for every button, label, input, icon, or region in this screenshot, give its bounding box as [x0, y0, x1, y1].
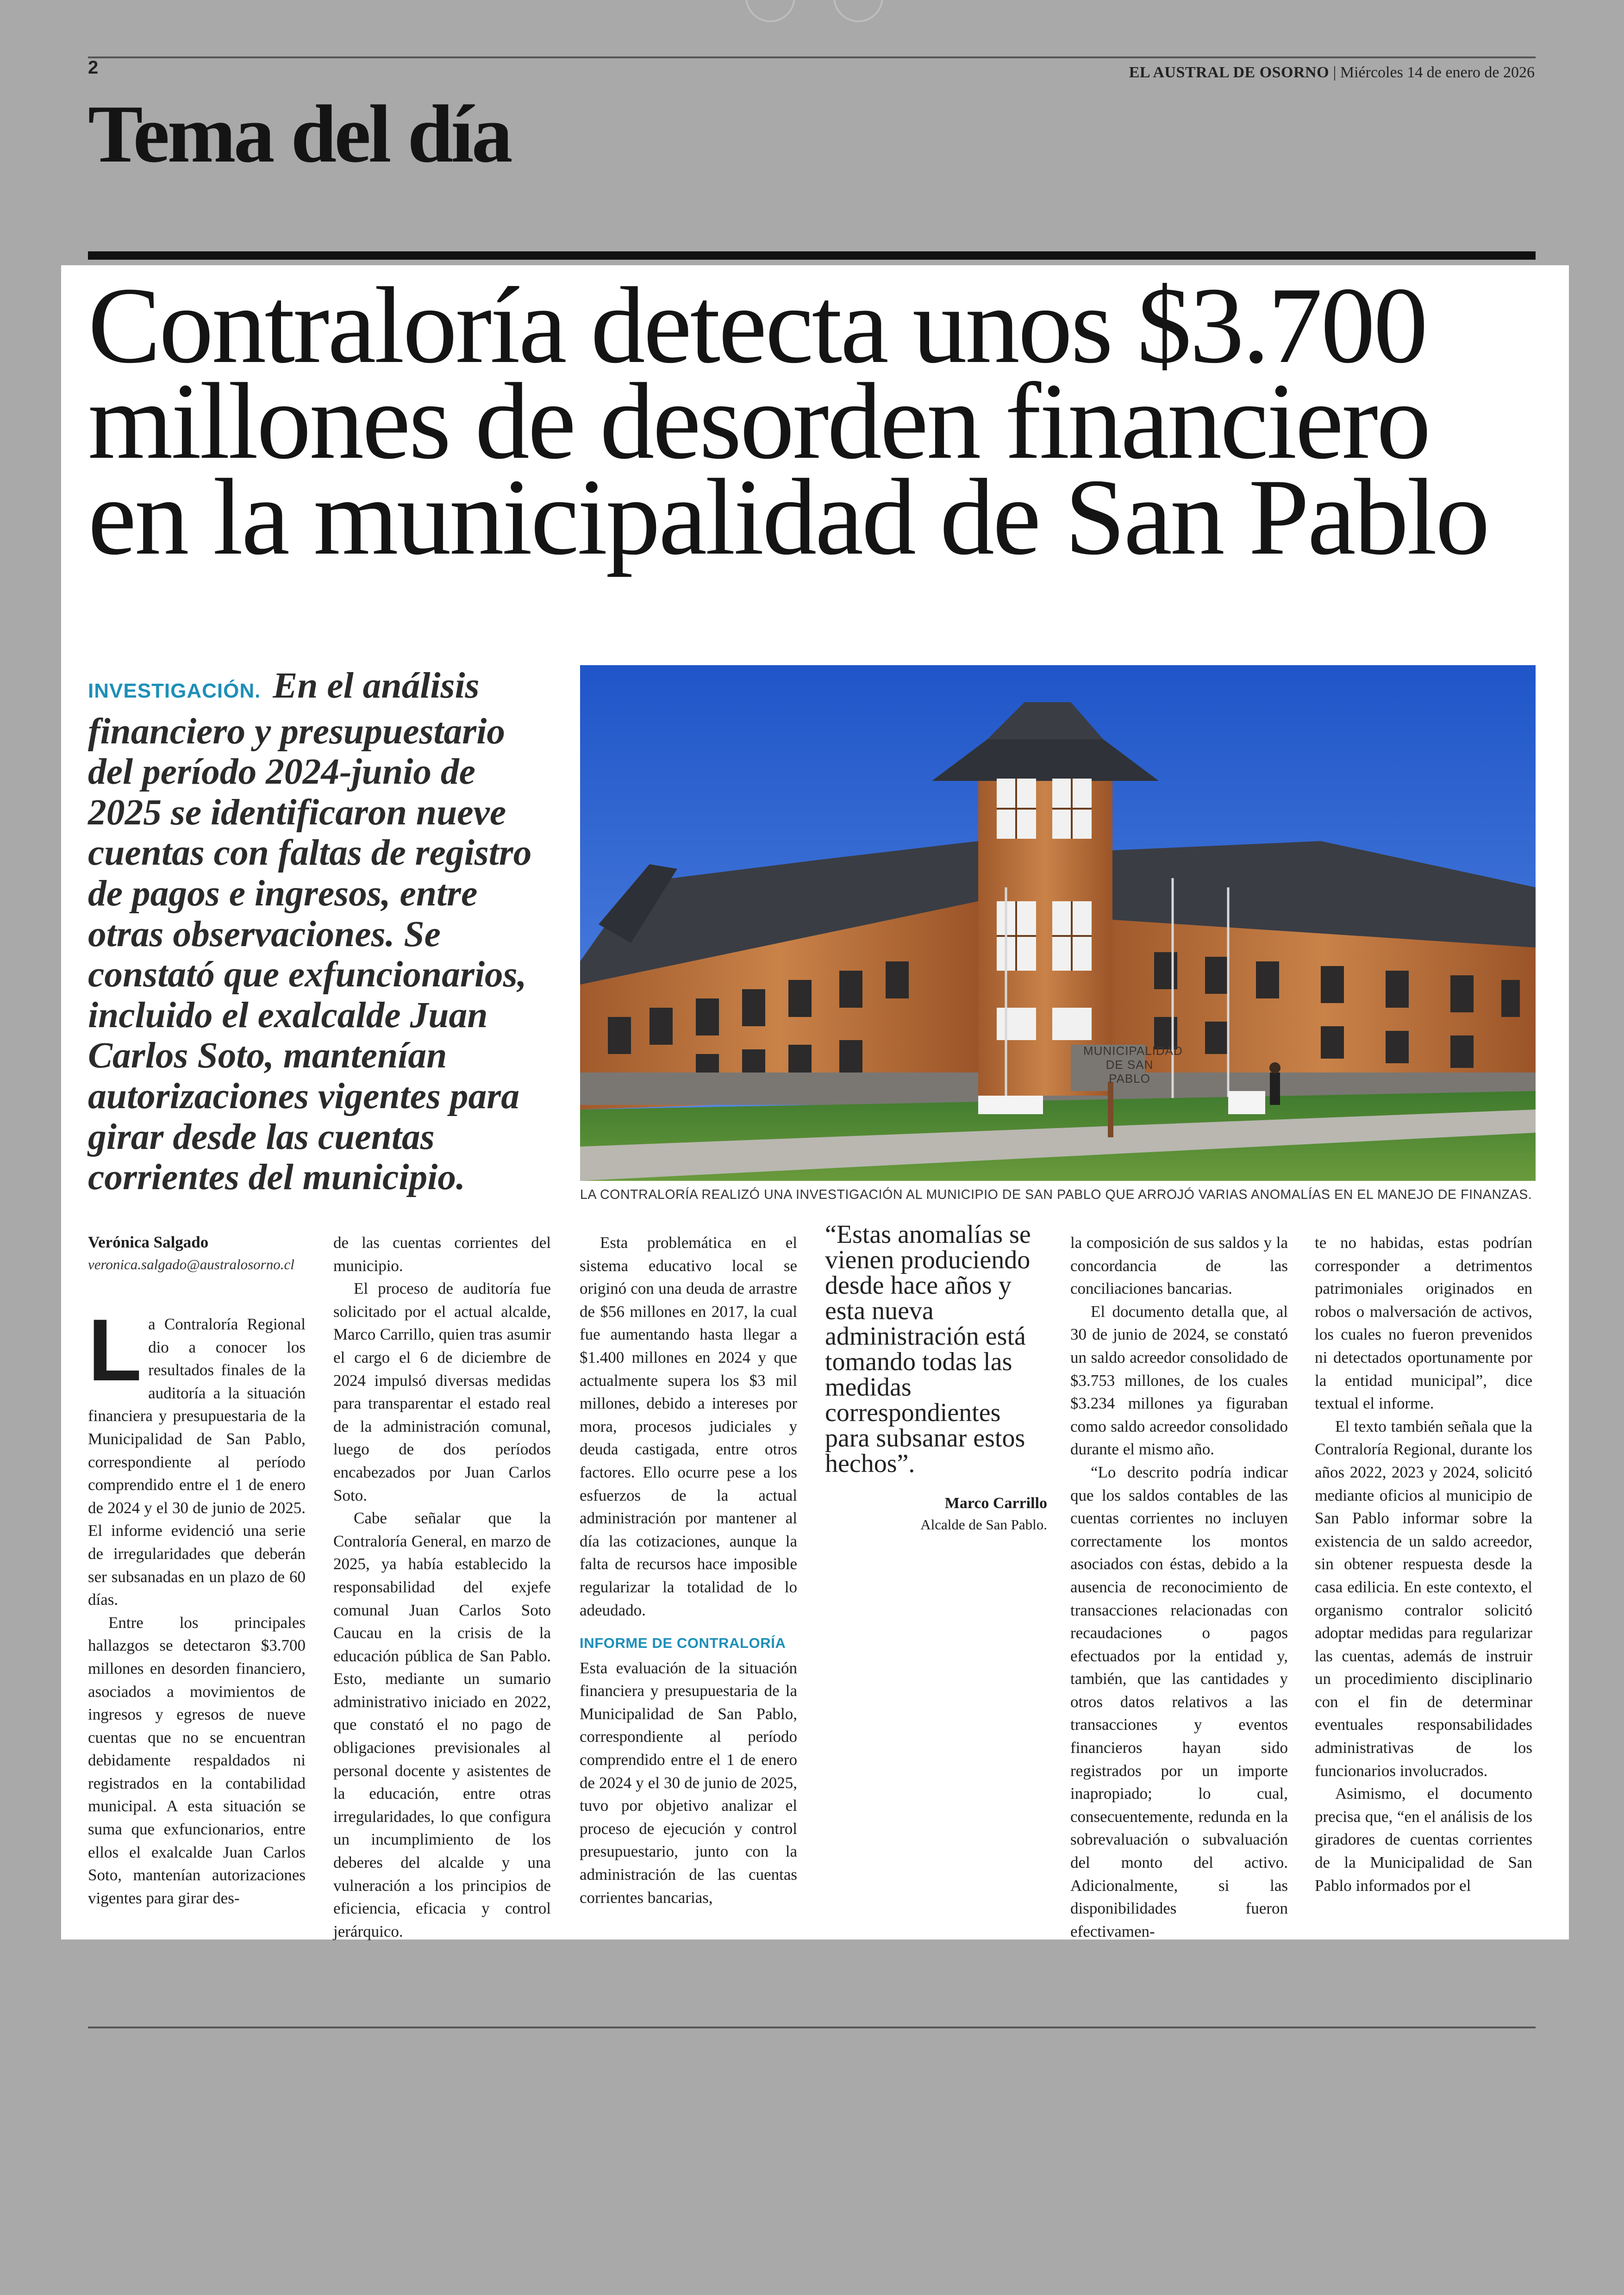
header-rule: [88, 56, 1536, 58]
body-paragraph: El texto también señala que la Contraloría Regional, durante los años 2022, 2023 y 2024, solicitó mediante oficios al municipio de San Pablo informar sobre la existencia de un saldo acreedor, sin obtener respuesta desde la casa edilicia. En este contexto, el organismo contralor solicitó adoptar medidas para regularizar las cuentas, además de instruir un procedimiento disciplinario con el fin de determinar eventuales responsabilidades administrativas de los funcionarios involucrados.: [1315, 1417, 1532, 1780]
kicker: INVESTIGACIÓN.: [88, 680, 261, 702]
body-paragraph: la composición de sus saldos y la concordancia de las conciliaciones bancarias.: [1070, 1234, 1288, 1298]
issue-date: Miércoles 14 de enero de 2026: [1340, 64, 1535, 81]
body-text: a Contraloría Regional dio a conocer los resultados finales de la auditoría a la situación financiera y presupuestaria de la Municipalidad de San Pablo, correspondiente al período comprendido entre el 1 de enero de 2024 y el 30 de junio de 2025. El informe evidenció una serie de irregularidades que deberán ser subsanadas en un plazo de 60 días.: [88, 1315, 306, 1609]
quote-author-role: Alcalde de San Pablo.: [920, 1516, 1047, 1533]
previous-page-button[interactable]: [745, 0, 795, 22]
body-paragraph: Asimismo, el documento precisa que, “en el análisis de los giradores de cuentas corrientes de la Municipalidad de San Pablo informados por el: [1315, 1784, 1532, 1895]
body-column-1: [88, 1231, 306, 1909]
quote-author: Marco Carrillo: [944, 1495, 1047, 1512]
pull-quote: [825, 1222, 1047, 1535]
headline-line-1: Contraloría detecta unos $3.700: [88, 265, 1426, 386]
photo-sign-text: MUNICIPALIDAD DE SAN PABLO: [1083, 1044, 1183, 1085]
headline: [88, 265, 1551, 578]
section-rule: [88, 251, 1536, 260]
lead-text: En el análisis financiero y presupuestario del período 2024-junio de 2025 se identificaron nueve cuentas con faltas de registro de pagos e ingresos, entre otras observaciones. Se constató que exfuncionarios, incluido el exalcalde Juan Carlos Soto, mantenían autorizaciones vigentes para girar desde las cuentas corrientes del municipio.: [88, 665, 532, 1198]
masthead-separator: |: [1333, 64, 1337, 81]
body-column-5: [1070, 1231, 1288, 1943]
quote-text: “Estas anomalías se vienen produciendo desde hace años y esta nueva administración está tomando todas las medidas correspondientes para subsanar estos hechos”.: [825, 1220, 1031, 1478]
body-paragraph: Cabe señalar que la Contraloría General, en marzo de 2025, ya había establecido la responsabilidad del exjefe comunal Juan Carlos Soto Caucau en la crisis de la educación pública de San Pablo. Esto, mediante un sumario administrativo iniciado en 2022, que constató el no pago de obligaciones previsionales al personal docente y asistentes de la educación, entre otras irregularidades, lo que configura un incumplimiento de los deberes del alcalde y una vulneración a los principios de eficiencia, eficacia y control jerárquico.: [333, 1509, 551, 1940]
author-email: veronica.salgado@australosorno.cl: [88, 1256, 294, 1272]
headline-line-2: millones de desorden financiero: [88, 361, 1430, 482]
footer-rule: [88, 2027, 1536, 2028]
body-paragraph: El proceso de auditoría fue solicitado por el actual alcalde, Marco Carrillo, quien tras asumir el cargo el 6 de diciembre de 2024 impulsó diversas medidas para transparentar el estado real de la administración comunal, luego de dos períodos encabezados por Juan Carlos Soto.: [333, 1279, 551, 1504]
author-name: Verónica Salgado: [88, 1233, 209, 1251]
dropcap: L: [88, 1301, 142, 1399]
section-title: Tema del día: [88, 88, 511, 180]
body-column-2: [333, 1231, 551, 1943]
body-paragraph: Entre los principales hallazgos se detectaron $3.700 millones en desorden financiero, asociados a movimientos de ingresos y egresos de nueve cuentas que no se encuentran debidamente respaldados ni registrados en la contabilidad municipal. A esta situación se suma que exfuncionarios, entre ellos el exalcalde Juan Carlos Soto, mantenían autorizaciones vigentes para girar des-: [88, 1613, 306, 1907]
body-paragraph: de las cuentas corrientes del municipio.: [333, 1234, 551, 1275]
masthead: [1129, 64, 1535, 81]
subheading: INFORME DE CONTRALORÍA: [580, 1635, 786, 1652]
article-photo: [580, 665, 1536, 1181]
body-column-3: [580, 1231, 797, 1909]
body-paragraph: [88, 1301, 306, 1611]
publication-name: EL AUSTRAL DE OSORNO: [1129, 64, 1330, 81]
body-column-6: [1315, 1231, 1532, 1897]
body-paragraph: El documento detalla que, al 30 de junio de 2024, se constató un saldo acreedor consolidado de $3.753 millones, de los cuales $3.234 millones ya figuraban como saldo acreedor consolidado durante el mismo año.: [1070, 1302, 1288, 1459]
body-paragraph: “Lo descrito podría indicar que los saldos contables de las cuentas corrientes no incluyen correctamente los montos asociados con éstas, debido a la ausencia de reconocimiento de transacciones relacionadas con recaudaciones o pagos efectuados por la entidad y, también, que las cantidades y otros datos relativos a las transacciones y eventos financieros hayan sido registrados por un importe inapropiado; lo cual, consecuentemente, redunda en la sobrevaluación o subvaluación del monto del activo. Adicionalmente, si las disponibilidades fueron efectivamen-: [1070, 1463, 1288, 1940]
lead-paragraph: [88, 666, 551, 1198]
next-page-button[interactable]: [833, 0, 883, 22]
body-paragraph: te no habidas, estas podrían corresponder a detrimentos patrimoniales originados en robos o malversación de activos, los cuales no fueron prevenidos ni detectados oportunamente por la entidad municipal”, dice textual el informe.: [1315, 1234, 1532, 1413]
body-paragraph: Esta problemática en el sistema educativo local se originó con una deuda de arrastre de $56 millones en 2017, la cual fue aumentando hasta llegar a $1.400 millones en 2024 y que actualmente supera los $3 mil millones, debido a intereses por mora, procesos judiciales y deuda castigada, entre otros factores. Ello ocurre pese a los esfuerzos de la actual administración por mantener al día las cotizaciones, aunque la falta de recursos hace imposible regularizar la totalidad de lo adeudado.: [580, 1234, 797, 1619]
body-paragraph: Esta evaluación de la situación financiera y presupuestaria de la Municipalidad de San Pablo, correspondiente al período comprendido entre el 1 de enero de 2024 y el 30 de junio de 2025, tuvo por objetivo analizar el proceso de ejecución y control presupuestario, junto con la administración de las cuentas corrientes bancarias,: [580, 1659, 797, 1907]
headline-line-3: en la municipalidad de San Pablo: [88, 457, 1488, 578]
page-number: 2: [88, 57, 99, 78]
photo-caption: LA CONTRALORÍA REALIZÓ UNA INVESTIGACIÓN AL MUNICIPIO DE SAN PABLO QUE ARROJÓ VARIAS ANOMALÍAS EN EL MANEJO DE FINANZAS.: [580, 1187, 1532, 1202]
